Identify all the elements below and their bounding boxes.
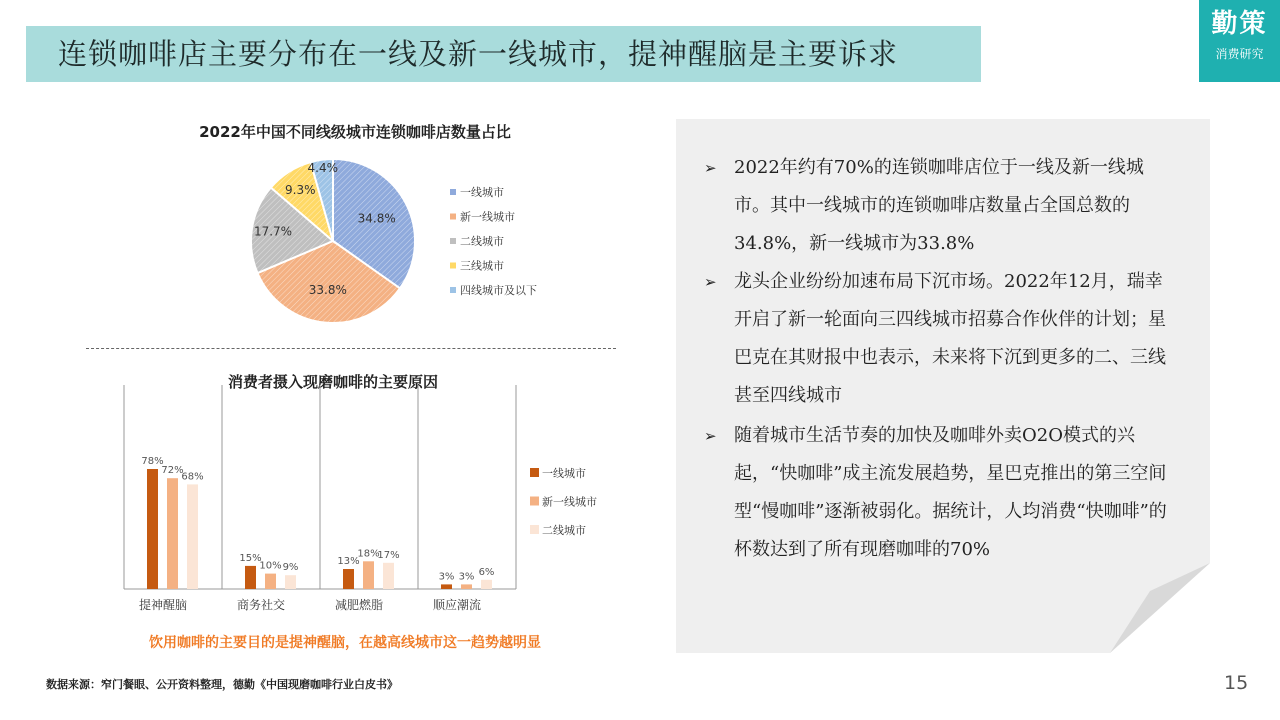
bar-data-label: 13% xyxy=(337,556,360,567)
bar xyxy=(383,563,394,589)
bar-data-label: 72% xyxy=(161,465,184,477)
bar xyxy=(245,566,256,589)
bullet-point xyxy=(704,263,1174,415)
bar xyxy=(167,478,178,589)
legend-label: 二线城市 xyxy=(542,524,586,537)
bullet-text: 龙头企业纷纷加速布局下沉市场。2022年12月，瑞幸开启了新一轮面向三四线城市招募合作伙伴的计划；星巴克在其财报中也表示，未来将下沉到更多的二、三线甚至四线城市 xyxy=(734,271,1166,406)
pie-data-label: 9.3% xyxy=(285,182,316,197)
bullet-text: 随着城市生活节奏的加快及咖啡外卖O2O模式的兴起，“快咖啡”成主流发展趋势，星巴克推出的第三空间型“慢咖啡”逐渐被弱化。据统计，人均消费“快咖啡”的杯数达到了所有现磨咖啡的70% xyxy=(734,425,1167,560)
bar-data-label: 3% xyxy=(458,571,475,583)
legend-swatch xyxy=(530,497,539,506)
bar xyxy=(285,575,296,589)
bar-data-label: 68% xyxy=(181,471,204,483)
chart-conclusion: 饮用咖啡的主要目的是提神醒脑，在越高线城市这一趋势越明显 xyxy=(149,635,541,651)
arrow-bullet-icon: ➢ xyxy=(704,427,717,445)
page-title: 连锁咖啡店主要分布在一线及新一线城市，提神醒脑是主要诉求 xyxy=(58,37,899,71)
bar-data-label: 9% xyxy=(282,562,299,574)
bar-chart xyxy=(110,385,630,620)
brand-logo xyxy=(1199,0,1280,82)
title-bar xyxy=(26,26,981,82)
page-number: 15 xyxy=(1224,672,1249,694)
pie-data-label: 34.8% xyxy=(357,211,396,226)
pie-chart-title: 2022年中国不同线级城市连锁咖啡店数量占比 xyxy=(199,123,511,141)
bar-data-label: 3% xyxy=(438,571,455,583)
page-curl-decoration xyxy=(1110,563,1210,653)
pie-data-label: 17.7% xyxy=(253,224,293,239)
category-label: 顺应潮流 xyxy=(432,598,482,612)
bullet-point xyxy=(704,149,1174,263)
bar-chart-title: 消费者摄入现磨咖啡的主要原因 xyxy=(227,373,438,391)
bar xyxy=(265,574,276,589)
bullet-point xyxy=(704,417,1174,569)
legend-swatch xyxy=(530,525,539,534)
bar-data-label: 17% xyxy=(377,549,400,561)
bar xyxy=(187,484,198,589)
bar-data-label: 6% xyxy=(478,566,495,578)
category-label: 提神醒脑 xyxy=(138,598,188,612)
legend-label: 新一线城市 xyxy=(542,495,597,509)
legend-swatch xyxy=(450,214,456,220)
legend-label: 二线城市 xyxy=(460,235,504,248)
category-label: 减肥燃脂 xyxy=(334,598,384,612)
legend-swatch xyxy=(450,287,456,293)
bar-data-label: 78% xyxy=(141,456,164,467)
brand-name: 勤策 xyxy=(1211,9,1268,39)
pie-data-label: 4.4% xyxy=(307,160,339,175)
legend-label: 一线城市 xyxy=(542,467,586,480)
legend-label: 四线城市及以下 xyxy=(460,284,537,297)
bar-data-label: 10% xyxy=(259,560,282,572)
section-divider xyxy=(86,348,616,349)
bar xyxy=(461,584,472,589)
bar xyxy=(363,561,374,589)
legend-swatch xyxy=(530,468,539,477)
data-source: 数据来源：窄门餐眼、公开资料整理，德勤《中国现磨咖啡行业白皮书》 xyxy=(46,678,398,691)
pie-data-label: 33.8% xyxy=(308,282,347,297)
legend-label: 三线城市 xyxy=(460,259,504,273)
legend-label: 新一线城市 xyxy=(460,210,515,224)
bar-data-label: 18% xyxy=(357,548,380,560)
bar xyxy=(147,469,158,589)
arrow-bullet-icon: ➢ xyxy=(704,159,717,177)
bullet-text: 2022年约有70%的连锁咖啡店位于一线及新一线城市。其中一线城市的连锁咖啡店数量占全国总数的34.8%，新一线城市为33.8% xyxy=(734,157,1144,254)
legend-swatch xyxy=(450,189,456,195)
bar-data-label: 15% xyxy=(239,552,262,564)
text-panel xyxy=(676,119,1210,653)
legend-label: 一线城市 xyxy=(460,186,504,199)
bar xyxy=(441,584,452,589)
arrow-bullet-icon: ➢ xyxy=(704,273,717,291)
pie-chart xyxy=(240,155,580,335)
legend-swatch xyxy=(450,263,456,269)
legend-swatch xyxy=(450,238,456,244)
bar xyxy=(343,569,354,589)
category-label: 商务社交 xyxy=(236,598,286,612)
brand-subtitle: 消费研究 xyxy=(1215,47,1264,61)
bar xyxy=(481,580,492,589)
